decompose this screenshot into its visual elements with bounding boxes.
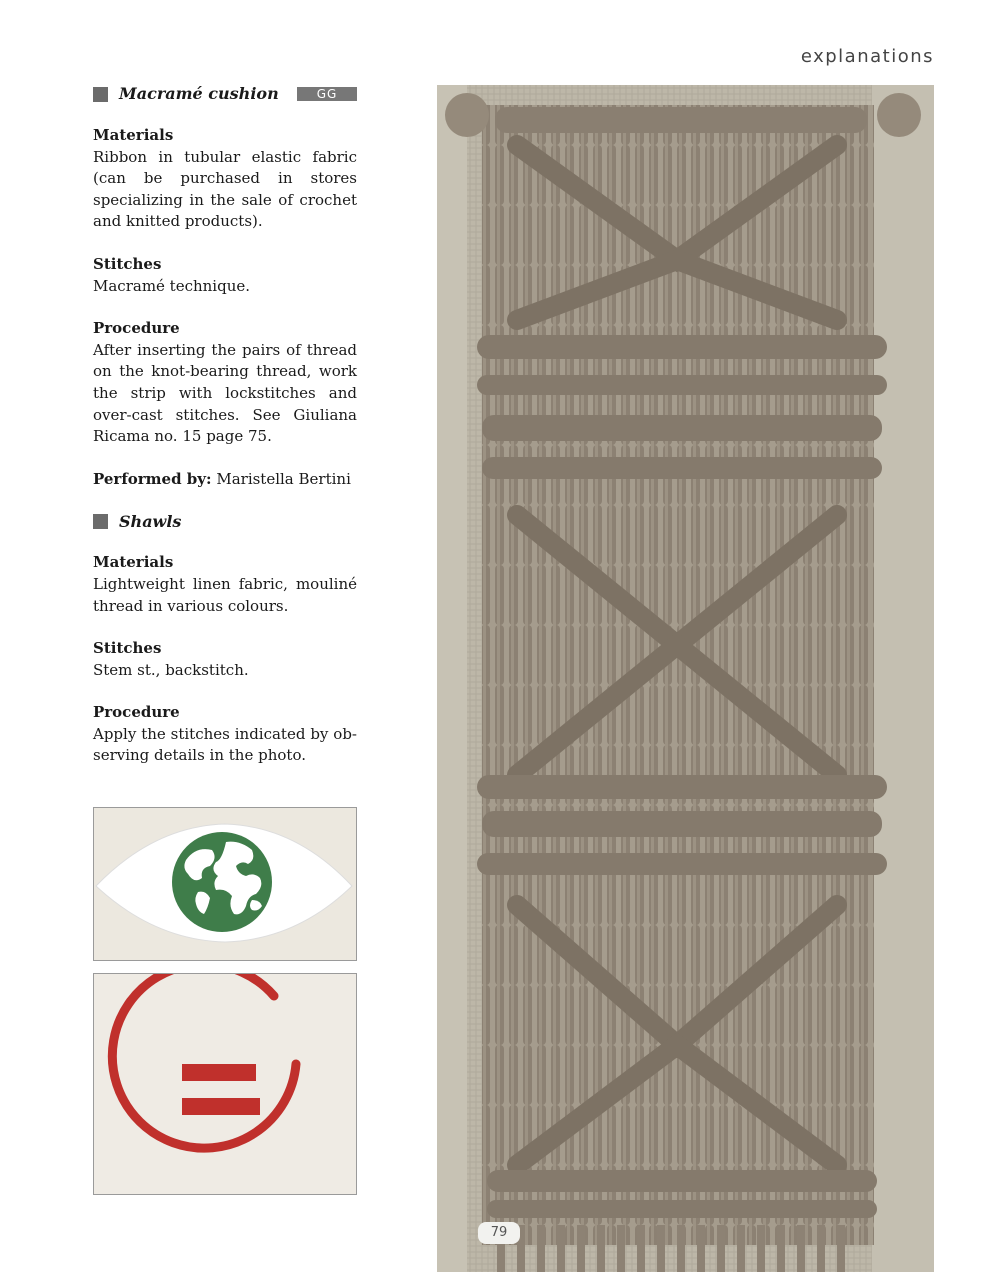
globe-icon	[172, 832, 272, 932]
explanations-column	[93, 84, 357, 767]
macrame-cushion-photo	[437, 85, 934, 1272]
cushion-materials-text: Ribbon in tubular elastic fabric (can be purchased in stores specializing in the sale of crochet and knitted products).	[93, 147, 357, 231]
equality-shawl-photo	[93, 973, 357, 1195]
shawls-materials-text: Lightweight linen fabric, mouliné thread in various colours.	[93, 574, 357, 615]
performed-by-label: Performed by:	[93, 469, 212, 488]
cushion-procedure-heading: Procedure	[93, 319, 180, 338]
shawls-title: Shawls	[119, 511, 182, 531]
shawls-section-title	[93, 511, 357, 531]
cushion-procedure-text: After inserting the pairs of thread on the knot-bearing thread, work the strip with lockstitches and over-cast stitches. See Giuliana Ricama no. 15 page 75.	[93, 340, 357, 446]
globe-shawl-photo	[93, 807, 357, 961]
performed-by	[93, 469, 357, 491]
page-number: 79	[478, 1222, 520, 1244]
cushion-section-title	[93, 84, 357, 104]
shawls-materials-heading: Materials	[93, 553, 174, 572]
shawls-procedure-heading: Procedure	[93, 703, 180, 722]
cushion-title: Macramé cushion	[119, 84, 279, 104]
cushion-stitches-text: Macramé technique.	[93, 276, 251, 295]
section-header: explanations	[800, 46, 934, 67]
shawls-procedure-text: Apply the stitches indicated by ob-serving details in the photo.	[93, 724, 357, 765]
section-square-icon	[93, 514, 108, 529]
shawls-stitches-text: Stem st., backstitch.	[93, 660, 249, 679]
shawls-stitches-heading: Stitches	[93, 639, 162, 658]
section-square-icon	[93, 87, 108, 102]
performed-by-name: Maristella Bertini	[216, 469, 351, 488]
difficulty-badge: GG	[297, 87, 357, 101]
cushion-stitches-heading: Stitches	[93, 254, 162, 273]
cushion-materials-heading: Materials	[93, 126, 174, 144]
